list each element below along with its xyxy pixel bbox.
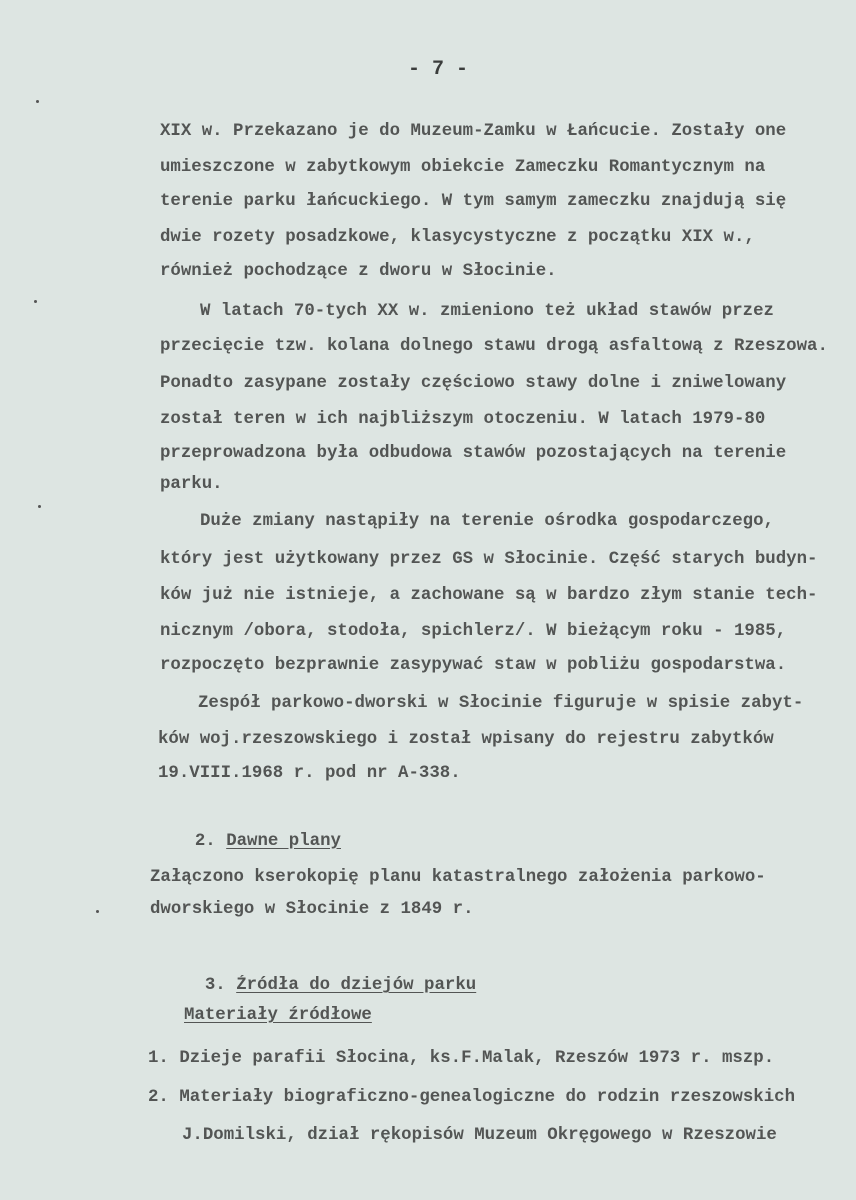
text-line: J.Domilski, dział rękopisów Muzeum Okręgowego w Rzeszowie xyxy=(182,1126,777,1145)
section-number: 3. xyxy=(204,976,226,995)
source-item xyxy=(148,1049,774,1069)
subsection-heading: Materiały źródłowe xyxy=(184,1006,372,1025)
text-line: przeprowadzona była odbudowa stawów pozostających na terenie xyxy=(160,444,787,463)
text-line: dwie rozety posadzkowe, klasycystyczne z początku XIX w., xyxy=(160,228,755,247)
section-number: 2. xyxy=(194,832,216,851)
text-line: ków woj.rzeszowskiego i został wpisany do rejestru zabytków xyxy=(158,730,774,749)
text-line: który jest użytkowany przez GS w Słocinie. Część starych budyn- xyxy=(160,550,818,569)
text-line: został teren w ich najbliższym otoczeniu. W latach 1979-80 xyxy=(160,410,766,429)
text-line: parku. xyxy=(160,475,223,494)
text-line: Zespół parkowo-dworski w Słocinie figuruje w spisie zabyt- xyxy=(198,694,804,713)
text-line: 19.VIII.1968 r. pod nr A-338. xyxy=(158,764,461,783)
text-line: Duże zmiany nastąpiły na terenie ośrodka gospodarczego, xyxy=(200,512,774,531)
text-line: terenie parku łańcuckiego. W tym samym zameczku znajdują się xyxy=(160,192,787,211)
source-item xyxy=(148,1088,795,1108)
text-line: nicznym /obora, stodoła, spichlerz/. W bieżącym roku - 1985, xyxy=(160,622,787,641)
section-heading xyxy=(174,812,341,852)
source-number: 1. xyxy=(148,1049,169,1068)
text-line: umieszczone w zabytkowym obiekcie Zameczku Romantycznym na xyxy=(160,158,766,177)
section-title: Źródła do dziejów parku xyxy=(236,976,477,995)
margin-dot xyxy=(34,300,37,303)
margin-dot xyxy=(96,910,99,913)
margin-dot xyxy=(38,505,41,508)
text-line: W latach 70-tych XX w. zmieniono też układ stawów przez xyxy=(200,302,774,321)
section-title: Dawne plany xyxy=(226,832,341,851)
text-line: Ponadto zasypane zostały częściowo stawy dolne i zniwelowany xyxy=(160,374,787,393)
section-heading xyxy=(184,956,476,996)
text-line: rozpoczęto bezprawnie zasypywać staw w pobliżu gospodarstwa. xyxy=(160,656,787,675)
text-line: również pochodzące z dworu w Słocinie. xyxy=(160,262,557,281)
source-number: 2. xyxy=(148,1088,169,1107)
text-line: przecięcie tzw. kolana dolnego stawu drogą asfaltową z Rzeszowa. xyxy=(160,337,828,356)
source-text: Dzieje parafii Słocina, ks.F.Malak, Rzeszów 1973 r. mszp. xyxy=(179,1049,775,1068)
source-text: Materiały biograficzno-genealogiczne do rodzin rzeszowskich xyxy=(179,1088,796,1107)
text-line: XIX w. Przekazano je do Muzeum-Zamku w Łańcucie. Zostały one xyxy=(160,122,787,141)
margin-dot xyxy=(36,100,39,103)
text-line: ków już nie istnieje, a zachowane są w bardzo złym stanie tech- xyxy=(160,586,818,605)
text-line: Załączono kserokopię planu katastralnego założenia parkowo- xyxy=(150,868,766,887)
text-line: dworskiego w Słocinie z 1849 r. xyxy=(150,900,474,919)
page-number: - 7 - xyxy=(408,58,469,81)
